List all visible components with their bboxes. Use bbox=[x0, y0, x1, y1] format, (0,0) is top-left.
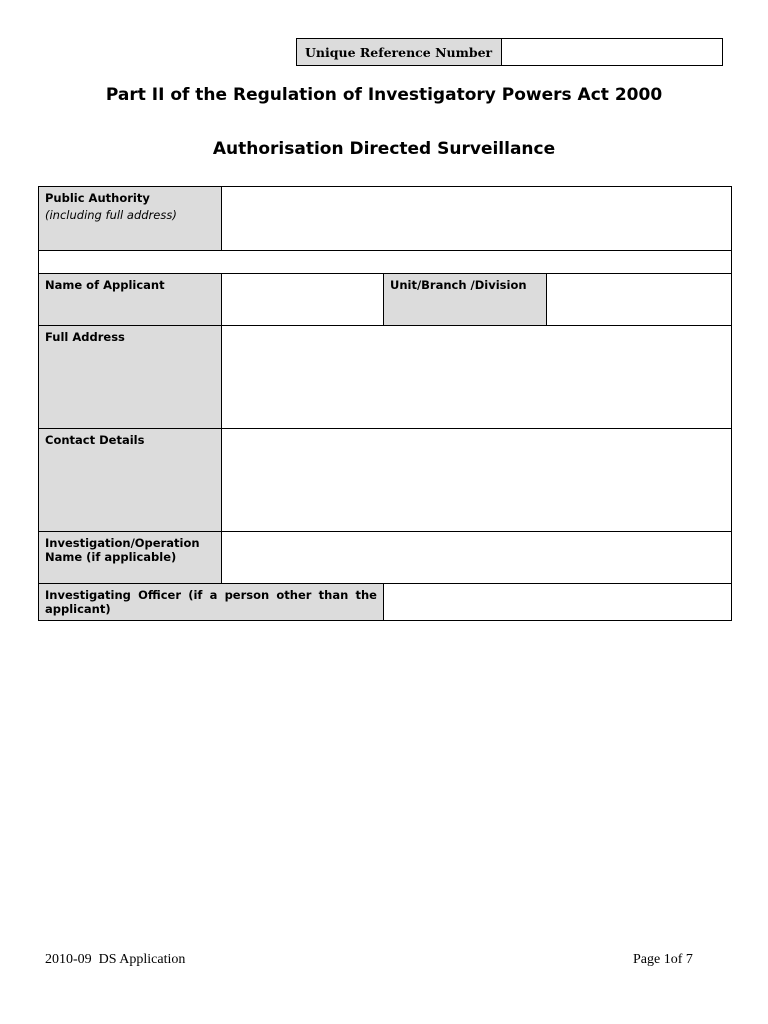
footer-page-number: Page 1of 7 bbox=[633, 952, 693, 967]
public-authority-sublabel: (including full address) bbox=[45, 208, 177, 222]
full-address-field[interactable] bbox=[222, 326, 732, 429]
public-authority-label-text: Public Authority bbox=[45, 191, 150, 205]
reference-number-field[interactable] bbox=[502, 39, 723, 66]
form-title: Authorisation Directed Surveillance bbox=[212, 139, 556, 159]
operation-name-label: Investigation/Operation Name (if applicable) bbox=[39, 532, 222, 584]
public-authority-label bbox=[39, 187, 222, 251]
unit-branch-label: Unit/Branch /Division bbox=[384, 274, 547, 326]
spacer-row bbox=[39, 251, 732, 274]
contact-details-field[interactable] bbox=[222, 429, 732, 532]
act-title: Part II of the Regulation of Investigatory Powers Act 2000 bbox=[105, 85, 663, 105]
contact-details-label: Contact Details bbox=[39, 429, 222, 532]
public-authority-field[interactable] bbox=[222, 187, 732, 251]
applicant-name-label: Name of Applicant bbox=[39, 274, 222, 326]
applicant-name-field[interactable] bbox=[222, 274, 384, 326]
operation-name-field[interactable] bbox=[222, 532, 732, 584]
investigating-officer-label: Investigating Officer (if a person other than the applicant) bbox=[39, 584, 384, 621]
footer-document-name: 2010-09 DS Application bbox=[45, 952, 186, 967]
unit-branch-field[interactable] bbox=[547, 274, 732, 326]
investigating-officer-field[interactable] bbox=[384, 584, 732, 621]
authorisation-form bbox=[38, 186, 732, 621]
reference-number-box bbox=[296, 38, 723, 66]
reference-number-label: Unique Reference Number bbox=[297, 39, 502, 66]
full-address-label: Full Address bbox=[39, 326, 222, 429]
